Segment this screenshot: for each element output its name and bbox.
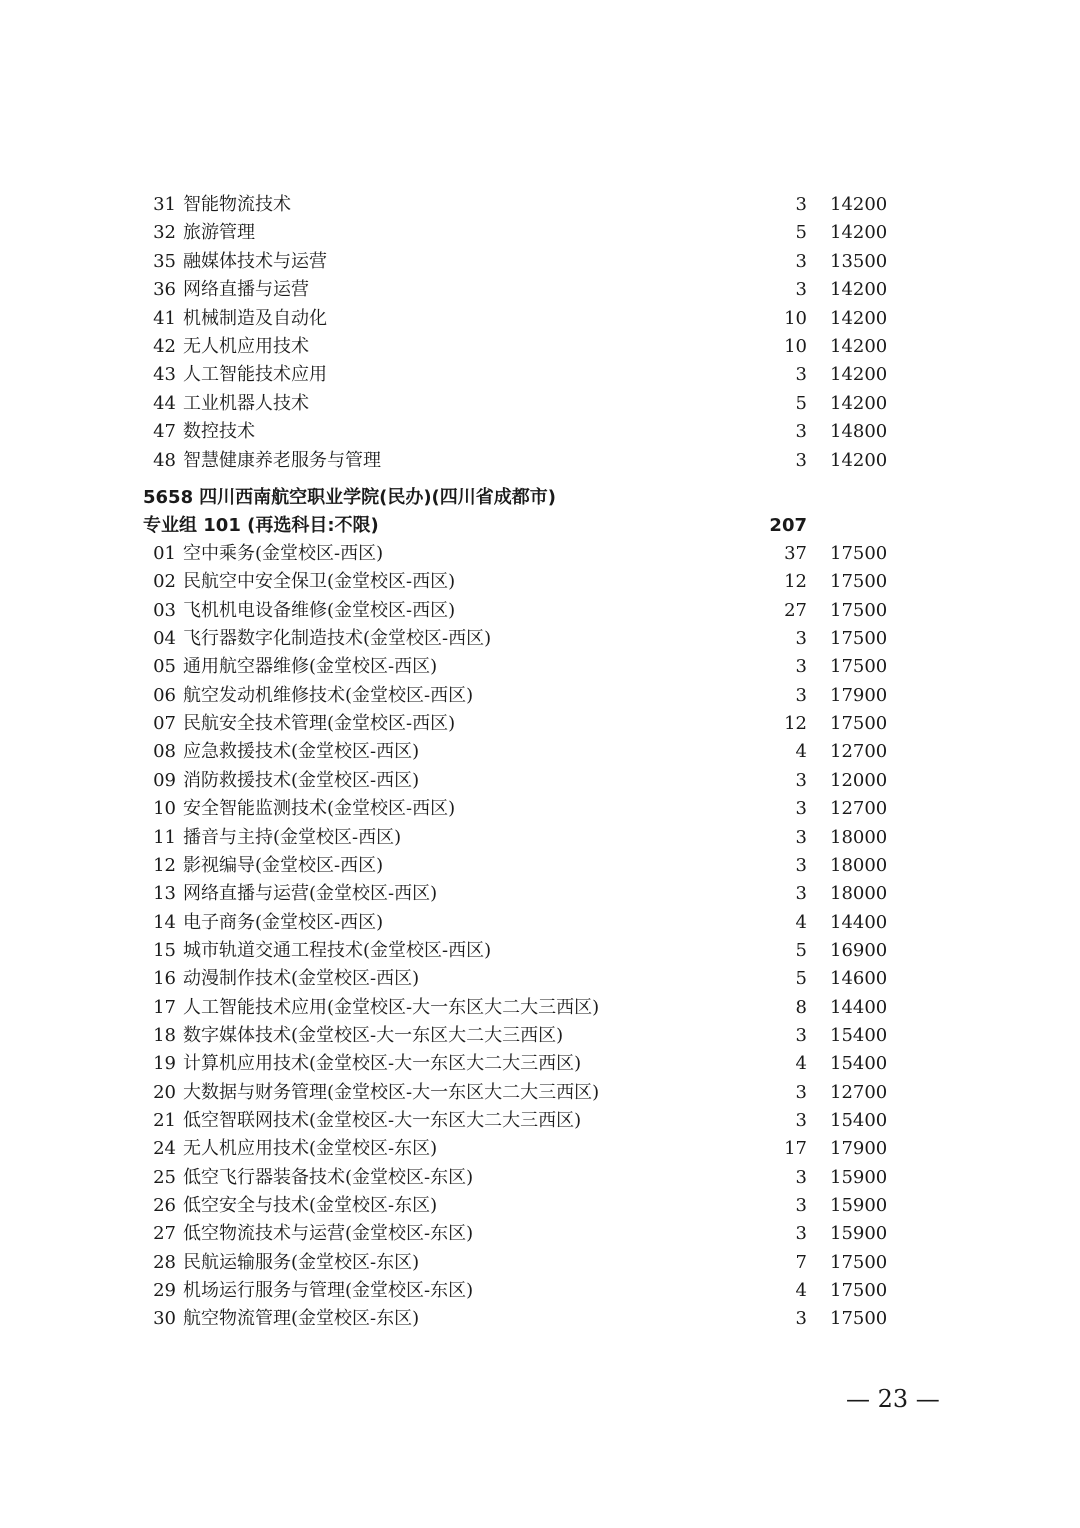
program-name: 消防救援技术(金堂校区-西区) xyxy=(183,769,420,791)
program-code: 29 xyxy=(153,1280,176,1302)
enrollment-count: 3 xyxy=(795,656,807,678)
program-name: 播音与主持(金堂校区-西区) xyxy=(183,826,402,848)
table-row xyxy=(0,1079,1080,1107)
program-code: 17 xyxy=(153,996,176,1018)
program-code: 06 xyxy=(153,684,176,706)
enrollment-count: 3 xyxy=(795,279,807,301)
enrollment-count: 3 xyxy=(795,421,807,443)
school-code: 5658 xyxy=(143,487,194,508)
table-row xyxy=(0,248,1080,276)
program-code: 02 xyxy=(153,571,176,593)
group-label: 专业组 101 (再选科目:不限) xyxy=(143,515,379,536)
tuition-fee: 17500 xyxy=(830,1308,888,1330)
tuition-fee: 16900 xyxy=(830,939,888,961)
table-row xyxy=(0,390,1080,418)
tuition-fee: 17500 xyxy=(830,713,888,735)
table-row xyxy=(0,1164,1080,1192)
program-name: 数控技术 xyxy=(183,421,255,443)
program-name: 低空安全与技术(金堂校区-东区) xyxy=(183,1195,438,1217)
enrollment-count: 4 xyxy=(795,741,807,763)
enrollment-count: 4 xyxy=(795,1280,807,1302)
program-name: 网络直播与运营 xyxy=(183,279,309,301)
enrollment-count: 3 xyxy=(795,1166,807,1188)
program-name: 低空物流技术与运营(金堂校区-东区) xyxy=(183,1223,474,1245)
program-code: 48 xyxy=(153,449,176,471)
table-row xyxy=(0,1135,1080,1163)
tuition-fee: 12700 xyxy=(830,741,888,763)
table-row xyxy=(0,333,1080,361)
program-code: 31 xyxy=(153,194,176,215)
program-name: 通用航空器维修(金堂校区-西区) xyxy=(183,656,438,678)
program-name: 人工智能技术应用(金堂校区-大一东区大二大三西区) xyxy=(183,996,600,1018)
tuition-fee: 14200 xyxy=(830,194,888,215)
table-row xyxy=(0,276,1080,304)
table-row xyxy=(0,1277,1080,1305)
enrollment-count: 3 xyxy=(795,1223,807,1245)
program-code: 26 xyxy=(153,1195,176,1217)
program-name: 大数据与财务管理(金堂校区-大一东区大二大三西区) xyxy=(183,1081,600,1103)
enrollment-count: 37 xyxy=(784,543,807,564)
program-name: 民航空中安全保卫(金堂校区-西区) xyxy=(183,571,456,593)
tuition-fee: 14200 xyxy=(830,392,888,414)
enrollment-count: 10 xyxy=(784,307,807,329)
tuition-fee: 12000 xyxy=(830,769,888,791)
table-row xyxy=(0,738,1080,766)
enrollment-count: 4 xyxy=(795,911,807,933)
table-row xyxy=(0,219,1080,247)
program-code: 07 xyxy=(153,713,176,735)
program-name: 人工智能技术应用 xyxy=(183,364,327,386)
tuition-fee: 17500 xyxy=(830,571,888,593)
tuition-fee: 17500 xyxy=(830,1280,888,1302)
program-name: 机场运行服务与管理(金堂校区-东区) xyxy=(183,1280,474,1302)
program-code: 11 xyxy=(153,826,176,848)
program-name: 机械制造及自动化 xyxy=(183,307,327,329)
program-name: 旅游管理 xyxy=(183,222,255,244)
tuition-fee: 17500 xyxy=(830,628,888,650)
program-name: 应急救援技术(金堂校区-西区) xyxy=(183,741,420,763)
enrollment-count: 3 xyxy=(795,1081,807,1103)
program-code: 10 xyxy=(153,798,176,820)
program-code: 16 xyxy=(153,968,176,990)
program-code: 24 xyxy=(153,1138,176,1160)
enrollment-count: 3 xyxy=(795,684,807,706)
program-name: 空中乘务(金堂校区-西区) xyxy=(183,543,384,564)
enrollment-count: 3 xyxy=(795,250,807,272)
enrollment-count: 5 xyxy=(795,222,807,244)
table-row xyxy=(0,994,1080,1022)
program-code: 20 xyxy=(153,1081,176,1103)
enrollment-count: 3 xyxy=(795,1195,807,1217)
enrollment-count: 5 xyxy=(795,939,807,961)
table-row xyxy=(0,305,1080,333)
enrollment-count: 3 xyxy=(795,628,807,650)
tuition-fee: 17500 xyxy=(830,1251,888,1273)
enrollment-count: 5 xyxy=(795,968,807,990)
program-code: 30 xyxy=(153,1308,176,1330)
group-total: 207 xyxy=(769,515,807,536)
program-code: 32 xyxy=(153,222,176,244)
table-row xyxy=(0,1022,1080,1050)
tuition-fee: 14600 xyxy=(830,968,888,990)
program-name: 动漫制作技术(金堂校区-西区) xyxy=(183,968,420,990)
table-row xyxy=(0,1107,1080,1135)
tuition-fee: 14800 xyxy=(830,421,888,443)
enrollment-count: 17 xyxy=(784,1138,807,1160)
tuition-fee: 13500 xyxy=(830,250,888,272)
program-name: 飞行器数字化制造技术(金堂校区-西区) xyxy=(183,628,492,650)
enrollment-count: 3 xyxy=(795,194,807,215)
enrollment-count: 3 xyxy=(795,854,807,876)
table-row xyxy=(0,682,1080,710)
tuition-fee: 14200 xyxy=(830,307,888,329)
program-code: 21 xyxy=(153,1110,176,1131)
program-code: 12 xyxy=(153,854,176,876)
program-name: 数字媒体技术(金堂校区-大一东区大二大三西区) xyxy=(183,1024,564,1046)
tuition-fee: 14200 xyxy=(830,222,888,244)
program-name: 工业机器人技术 xyxy=(183,392,309,414)
tuition-fee: 18000 xyxy=(830,854,888,876)
tuition-fee: 15900 xyxy=(830,1166,888,1188)
tuition-fee: 14200 xyxy=(830,336,888,357)
program-code: 01 xyxy=(153,543,176,564)
program-code: 28 xyxy=(153,1251,176,1273)
enrollment-count: 8 xyxy=(795,996,807,1018)
table-row xyxy=(0,880,1080,908)
tuition-fee: 12700 xyxy=(830,1081,888,1103)
table-row xyxy=(0,191,1080,219)
program-code: 14 xyxy=(153,911,176,933)
tuition-fee: 15900 xyxy=(830,1223,888,1245)
enrollment-count: 3 xyxy=(795,769,807,791)
table-row xyxy=(0,418,1080,446)
table-row xyxy=(0,625,1080,653)
program-name: 低空智联网技术(金堂校区-大一东区大二大三西区) xyxy=(183,1110,582,1131)
program-name: 智慧健康养老服务与管理 xyxy=(183,449,381,471)
program-name: 低空飞行器装备技术(金堂校区-东区) xyxy=(183,1166,474,1188)
program-code: 25 xyxy=(153,1166,176,1188)
table-row xyxy=(0,1305,1080,1333)
tuition-fee: 17500 xyxy=(830,543,888,564)
enrollment-count: 5 xyxy=(795,392,807,414)
program-code: 47 xyxy=(153,421,176,443)
program-code: 43 xyxy=(153,364,176,386)
tuition-fee: 15900 xyxy=(830,1195,888,1217)
program-name: 航空发动机维修技术(金堂校区-西区) xyxy=(183,684,474,706)
program-name: 网络直播与运营(金堂校区-西区) xyxy=(183,883,438,905)
enrollment-count: 12 xyxy=(784,571,807,593)
tuition-fee: 17900 xyxy=(830,1138,888,1160)
school-name: 四川西南航空职业学院(民办)(四川省成都市) xyxy=(199,487,557,508)
program-code: 04 xyxy=(153,628,176,650)
tuition-fee: 14400 xyxy=(830,911,888,933)
table-row xyxy=(0,852,1080,880)
program-code: 08 xyxy=(153,741,176,763)
enrollment-count: 3 xyxy=(795,826,807,848)
tuition-fee: 15400 xyxy=(830,1024,888,1046)
program-code: 15 xyxy=(153,939,176,961)
program-name: 民航安全技术管理(金堂校区-西区) xyxy=(183,713,456,735)
tuition-fee: 17500 xyxy=(830,599,888,621)
table-row xyxy=(0,597,1080,625)
tuition-fee: 15400 xyxy=(830,1110,888,1131)
enrollment-count: 7 xyxy=(795,1251,807,1273)
enrollment-count: 27 xyxy=(784,599,807,621)
program-code: 42 xyxy=(153,336,176,357)
table-row xyxy=(0,710,1080,738)
program-name: 飞机机电设备维修(金堂校区-西区) xyxy=(183,599,456,621)
enrollment-count: 12 xyxy=(784,713,807,735)
program-name: 影视编导(金堂校区-西区) xyxy=(183,854,384,876)
program-code: 35 xyxy=(153,250,176,272)
enrollment-count: 3 xyxy=(795,1024,807,1046)
school-heading xyxy=(143,484,556,512)
table-row xyxy=(0,937,1080,965)
enrollment-count: 4 xyxy=(795,1053,807,1075)
enrollment-count: 10 xyxy=(784,336,807,357)
program-name: 民航运输服务(金堂校区-东区) xyxy=(183,1251,420,1273)
table-row xyxy=(0,540,1080,568)
enrollment-count: 3 xyxy=(795,883,807,905)
table-row xyxy=(0,909,1080,937)
program-code: 03 xyxy=(153,599,176,621)
table-row xyxy=(0,361,1080,389)
program-code: 36 xyxy=(153,279,176,301)
table-row xyxy=(0,1249,1080,1277)
group-heading xyxy=(143,512,379,540)
table-row xyxy=(0,795,1080,823)
program-code: 44 xyxy=(153,392,176,414)
program-code: 41 xyxy=(153,307,176,329)
enrollment-count: 3 xyxy=(795,1308,807,1330)
program-name: 智能物流技术 xyxy=(183,194,291,215)
table-row xyxy=(0,1220,1080,1248)
program-name: 无人机应用技术 xyxy=(183,336,309,357)
program-code: 19 xyxy=(153,1053,176,1075)
program-name: 电子商务(金堂校区-西区) xyxy=(183,911,384,933)
enrollment-count: 3 xyxy=(795,449,807,471)
tuition-fee: 14200 xyxy=(830,449,888,471)
program-code: 05 xyxy=(153,656,176,678)
tuition-fee: 14200 xyxy=(830,279,888,301)
program-code: 13 xyxy=(153,883,176,905)
table-row xyxy=(0,568,1080,596)
enrollment-count: 3 xyxy=(795,798,807,820)
program-name: 航空物流管理(金堂校区-东区) xyxy=(183,1308,420,1330)
table-row xyxy=(0,447,1080,475)
tuition-fee: 14200 xyxy=(830,364,888,386)
table-row xyxy=(0,824,1080,852)
page-number: — 23 — xyxy=(846,1385,940,1413)
program-code: 18 xyxy=(153,1024,176,1046)
program-name: 城市轨道交通工程技术(金堂校区-西区) xyxy=(183,939,492,961)
table-row xyxy=(0,965,1080,993)
program-name: 安全智能监测技术(金堂校区-西区) xyxy=(183,798,456,820)
enrollment-count: 3 xyxy=(795,364,807,386)
tuition-fee: 17500 xyxy=(830,656,888,678)
tuition-fee: 12700 xyxy=(830,798,888,820)
program-name: 无人机应用技术(金堂校区-东区) xyxy=(183,1138,438,1160)
tuition-fee: 18000 xyxy=(830,826,888,848)
tuition-fee: 17900 xyxy=(830,684,888,706)
program-code: 27 xyxy=(153,1223,176,1245)
tuition-fee: 15400 xyxy=(830,1053,888,1075)
program-code: 09 xyxy=(153,769,176,791)
tuition-fee: 18000 xyxy=(830,883,888,905)
table-row xyxy=(0,1050,1080,1078)
enrollment-count: 3 xyxy=(795,1110,807,1131)
table-row xyxy=(0,653,1080,681)
table-row xyxy=(0,1192,1080,1220)
tuition-fee: 14400 xyxy=(830,996,888,1018)
program-name: 计算机应用技术(金堂校区-大一东区大二大三西区) xyxy=(183,1053,582,1075)
table-row xyxy=(0,767,1080,795)
program-name: 融媒体技术与运营 xyxy=(183,250,327,272)
